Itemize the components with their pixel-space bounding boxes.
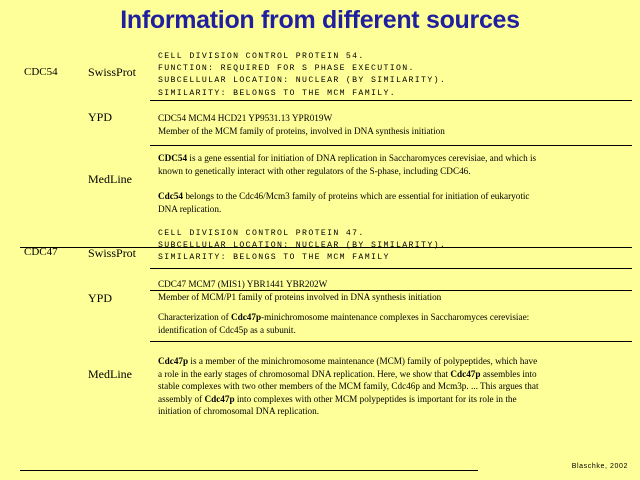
source-label-ypd-cdc47: YPD (88, 291, 113, 305)
footer-divider (20, 470, 478, 471)
gene-highlight: Cdc54 (158, 191, 184, 202)
ypd-line: identification of Cdc45p as a subunit. (158, 324, 296, 335)
swissprot-line: FUNCTION: REQUIRED FOR S PHASE EXECUTION. (158, 64, 415, 74)
medline-line: stable complexes with two other members of the MCM family, Cdc46p and Mcm3p. ... This argues that (158, 381, 539, 392)
source-label-swissprot-cdc54: SwissProt (88, 65, 137, 79)
gene-highlight: CDC54 (158, 153, 188, 163)
gene-highlight: Cdc47p (158, 356, 189, 366)
swissprot-line: CELL DIVISION CONTROL PROTEIN 47. (158, 229, 365, 238)
medline-entry-cdc54 (158, 152, 536, 215)
ypd-line: Member of the MCM family of proteins, involved in DNA synthesis initiation (158, 125, 445, 136)
ypd-line: Member of MCM/P1 family of proteins involved in DNA synthesis initiation (158, 291, 442, 302)
swissprot-entry-cdc54 (158, 51, 446, 100)
ypd-entry-cdc54 (158, 112, 445, 137)
divider (150, 290, 632, 291)
medline-line: Cdc54 belongs to the Cdc46/Mcm3 family of proteins which are essential for initiation of eukaryotic (158, 191, 530, 202)
gene-highlight: Cdc47p (204, 393, 235, 404)
medline-line: CDC54 is a gene essential for initiation of DNA replication in Saccharomyces cerevisiae, and which is (158, 153, 537, 163)
source-label-ypd-cdc54: YPD (88, 110, 113, 124)
source-label-medline-cdc54: MedLine (88, 172, 132, 186)
swissprot-line: SUBCELLULAR LOCATION: NUCLEAR (BY SIMILARITY). (158, 76, 447, 86)
gene-highlight: Cdc47p (450, 368, 481, 379)
source-label-swissprot-cdc47: SwissProt (88, 246, 137, 260)
swissprot-line: CELL DIVISION CONTROL PROTEIN 54. (158, 52, 365, 61)
gene-label-cdc54: CDC54 (24, 66, 58, 78)
medline-line: Cdc47p is a member of the minichromosome maintenance (MCM) family of polypeptides, which have (158, 356, 538, 366)
divider (150, 145, 632, 146)
divider (150, 100, 632, 101)
gene-highlight: Cdc47p (230, 312, 262, 323)
divider (150, 341, 632, 342)
medline-line: DNA replication. (158, 203, 222, 214)
swissprot-line: SUBCELLULAR LOCATION: NUCLEAR (BY SIMILARITY). (158, 241, 447, 251)
swissprot-entry-cdc47 (158, 228, 446, 265)
medline-line: a role in the early stages of chromosomal DNA replication. Here, we show that Cdc47p assembles into (158, 368, 537, 379)
divider (150, 268, 632, 269)
medline-line: known to genetically interact with other regulators of the S-phase, including CDC46. (158, 165, 471, 176)
medline-line: assembly of Cdc47p into complexes with other MCM polypeptides is important for its role in the (158, 393, 517, 404)
gene-label-cdc47: CDC47 (24, 246, 58, 258)
swissprot-line: SIMILARITY: BELONGS TO THE MCM FAMILY. (158, 88, 397, 98)
medline-entry-cdc47 (158, 355, 539, 418)
source-label-medline-cdc47: MedLine (88, 367, 132, 381)
ypd-line: Characterization of Cdc47p-minichromosome maintenance complexes in Saccharomyces cerevisiae: (158, 312, 530, 323)
ypd-line: CDC47 MCM7 (MIS1) YBR1441 YBR202W (158, 279, 328, 289)
medline-line: initiation of chromosomal DNA replication. (158, 406, 320, 417)
ypd-entry-cdc47 (158, 278, 529, 336)
ypd-line: CDC54 MCM4 HCD21 YP9531.13 YPR019W (158, 113, 333, 123)
footer-credit: Blaschke, 2002 (571, 463, 628, 470)
page-title: Information from different sources (120, 6, 520, 34)
swissprot-line: SIMILARITY: BELONGS TO THE MCM FAMILY (158, 253, 390, 263)
